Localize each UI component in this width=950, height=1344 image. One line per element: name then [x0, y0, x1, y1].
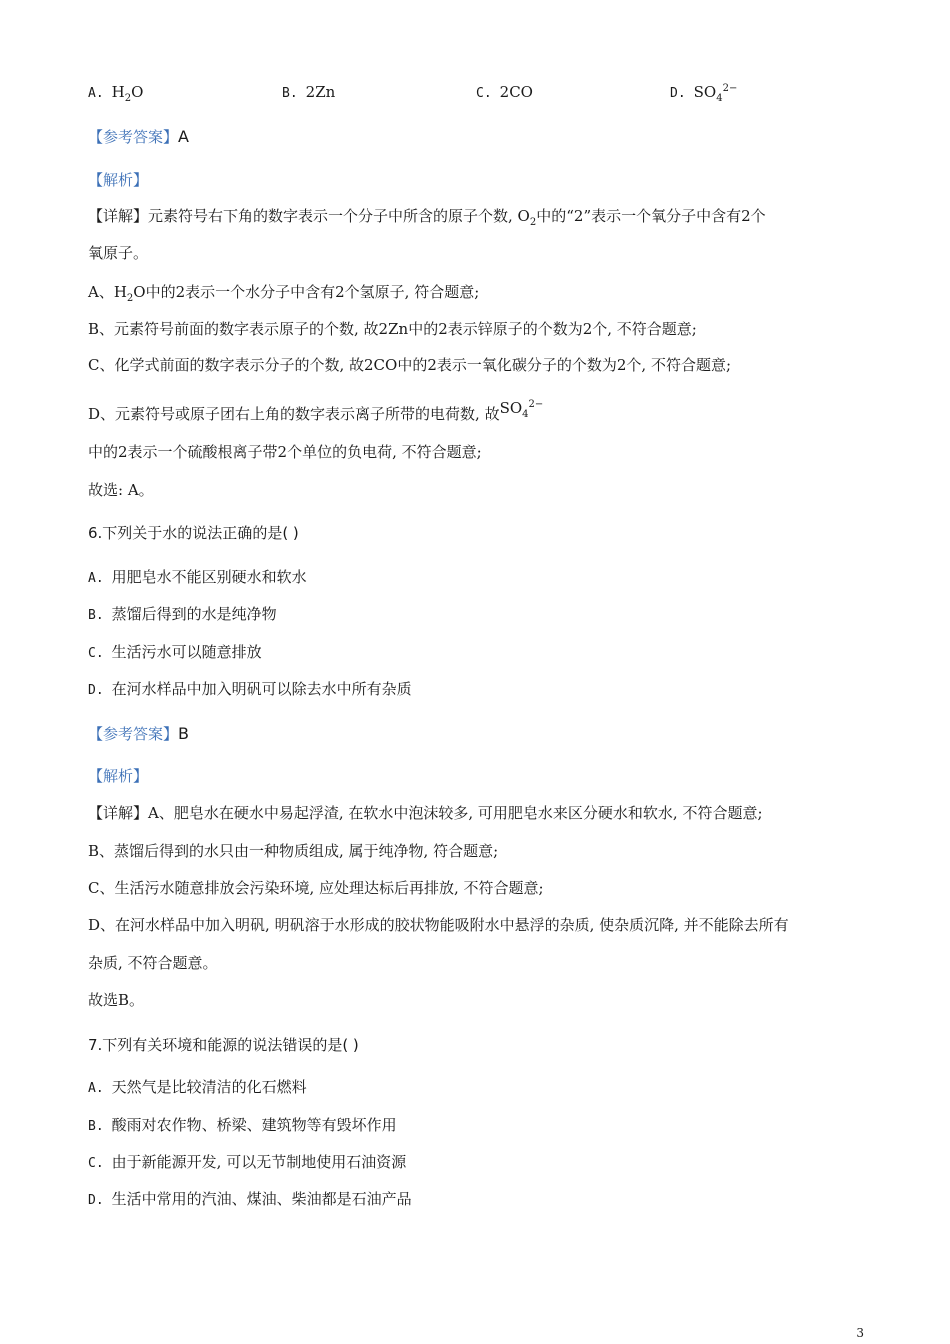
- q7-question: 7.下列有关环境和能源的说法错误的是( ): [88, 1036, 359, 1054]
- sulfate-ion: $SO_4^{2-}$: [499, 399, 544, 420]
- q5-line-c: C、化学式前面的数字表示分子的个数, 故2CO中的2表示一氧化碳分子的个数为2个, 不符合题意;: [88, 356, 732, 374]
- q5-detail-line1: 【详解】元素符号右下角的数字表示一个分子中所含的原子个数, $O_2$中的“2”表示一个氧分子中含有2个: [88, 207, 766, 228]
- q5-option-a: A. $H_2O$: [88, 83, 144, 104]
- q6-option-c: C. 生活污水可以随意排放: [88, 643, 262, 661]
- q7-option-d: D. 生活中常用的汽油、煤油、柴油都是石油产品: [88, 1190, 412, 1208]
- q5-answer: 【参考答案】A: [88, 127, 189, 146]
- q5-line-b: B、元素符号前面的数字表示原子的个数, 故2Zn中的2表示锌原子的个数为2个, 不符合题意;: [88, 320, 697, 338]
- q6-analysis-label: 【解析】: [88, 767, 149, 785]
- q6-line-d1: D、在河水样品中加入明矾, 明矾溶于水形成的胶状物能吸附水中悬浮的杂质, 使杂质沉降, 并不能除去所有: [88, 916, 789, 934]
- q5-line-d2: 中的2表示一个硫酸根离子带2个单位的负电荷, 不符合题意;: [88, 443, 482, 461]
- page-number: 3: [856, 1326, 864, 1340]
- q6-option-b: B. 蒸馏后得到的水是纯净物: [88, 605, 277, 623]
- q5-detail-line2: 氧原子。: [88, 244, 149, 262]
- q6-line-c: C、生活污水随意排放会污染环境, 应处理达标后再排放, 不符合题意;: [88, 879, 544, 897]
- q6-option-d: D. 在河水样品中加入明矾可以除去水中所有杂质: [88, 680, 412, 698]
- q7-option-a: A. 天然气是比较清洁的化石燃料: [88, 1078, 307, 1096]
- q6-conclusion: 故选B。: [88, 991, 145, 1009]
- q6-answer: 【参考答案】B: [88, 724, 189, 743]
- q5-conclusion: 故选: A。: [88, 481, 154, 499]
- q6-question: 6.下列关于水的说法正确的是( ): [88, 524, 299, 542]
- q6-line-b: B、蒸馏后得到的水只由一种物质组成, 属于纯净物, 符合题意;: [88, 842, 499, 860]
- q6-detail-a: 【详解】A、肥皂水在硬水中易起浮渣, 在软水中泡沫较多, 可用肥皂水来区分硬水和软水, 不符合题意;: [88, 804, 763, 822]
- q5-option-d: D. $SO_4^{2-}$: [670, 83, 738, 104]
- q5-option-b: B. 2Zn: [282, 83, 336, 101]
- q5-line-a: A、$H_2O$中的2表示一个水分子中含有2个氢原子, 符合题意;: [88, 283, 480, 304]
- q6-option-a: A. 用肥皂水不能区别硬水和软水: [88, 568, 307, 586]
- q7-option-c: C. 由于新能源开发, 可以无节制地使用石油资源: [88, 1153, 407, 1171]
- q7-option-b: B. 酸雨对农作物、桥梁、建筑物等有毁坏作用: [88, 1116, 397, 1134]
- q5-analysis-label: 【解析】: [88, 171, 149, 189]
- q5-line-d1: D、元素符号或原子团右上角的数字表示离子所带的电荷数, 故$SO_4^{2-}$: [88, 399, 544, 423]
- q6-line-d2: 杂质, 不符合题意。: [88, 954, 218, 972]
- q5-option-c: C. 2CO: [476, 83, 533, 101]
